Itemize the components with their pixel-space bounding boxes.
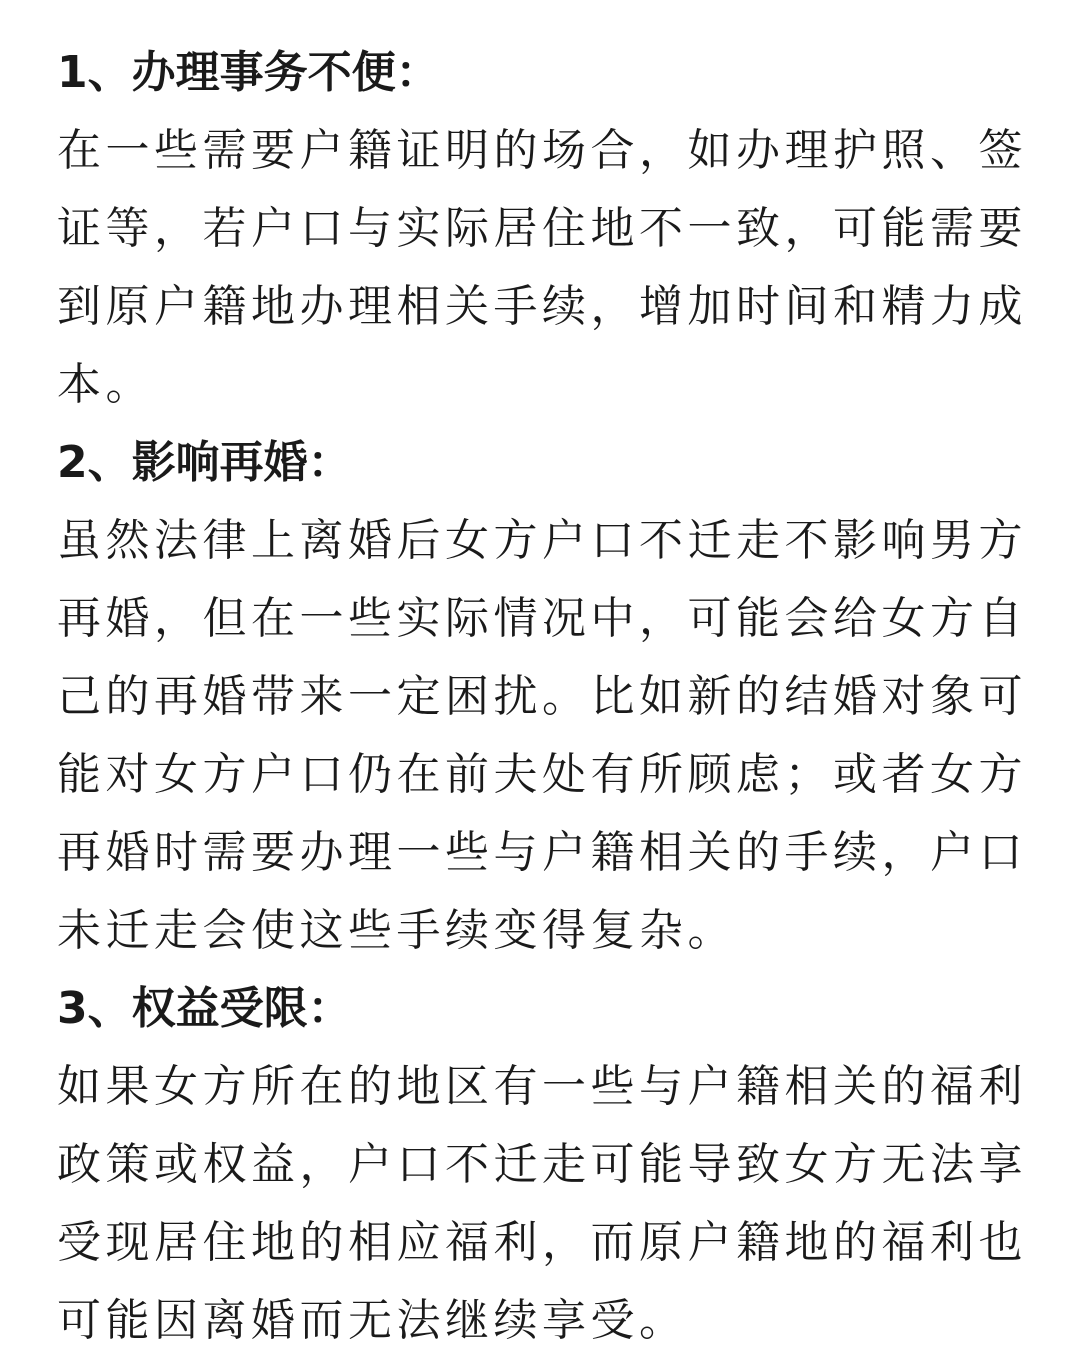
section-2 <box>57 424 1029 970</box>
section-heading: 2、影响再婚： <box>57 437 352 488</box>
section-3 <box>57 970 1029 1360</box>
section-body: 在一些需要户籍证明的场合，如办理护照、签证等，若户口与实际居住地不一致，可能需要到原户籍地办理相关手续，增加时间和精力成本。 <box>57 125 1027 410</box>
section-1 <box>57 34 1029 424</box>
section-heading: 1、办理事务不便： <box>57 47 440 98</box>
article <box>57 34 1029 1360</box>
section-body: 如果女方所在的地区有一些与户籍相关的福利政策或权益，户口不迁走可能导致女方无法享受现居住地的相应福利，而原户籍地的福利也可能因离婚而无法继续享受。 <box>57 1061 1027 1346</box>
section-heading: 3、权益受限： <box>57 983 352 1034</box>
section-body: 虽然法律上离婚后女方户口不迁走不影响男方再婚，但在一些实际情况中，可能会给女方自己的再婚带来一定困扰。比如新的结婚对象可能对女方户口仍在前夫处有所顾虑；或者女方再婚时需要办理一些与户籍相关的手续，户口未迁走会使这些手续变得复杂。 <box>57 515 1027 956</box>
